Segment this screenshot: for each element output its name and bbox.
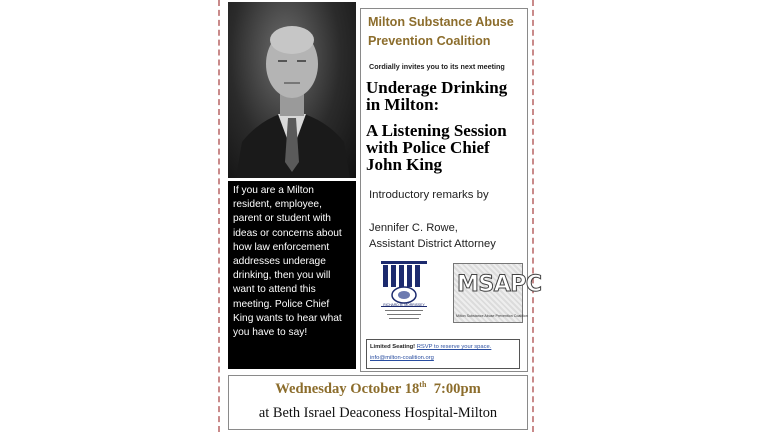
callout-line: drinking, then you will bbox=[233, 270, 331, 282]
callout-line: want to attend this bbox=[233, 284, 316, 296]
event-date-suffix: th bbox=[419, 380, 427, 389]
org-name-line: Milton Substance Abuse bbox=[368, 15, 514, 29]
rsvp-link[interactable]: RSVP to reserve your space. bbox=[416, 344, 492, 350]
callout-line: King wants to hear what bbox=[233, 312, 342, 324]
headline-line: Underage Drinking bbox=[366, 78, 508, 97]
headline-line: with Police Chief bbox=[366, 138, 490, 157]
rsvp-email-line bbox=[370, 353, 516, 364]
event-headline bbox=[366, 79, 507, 173]
intro-text: Introductory remarks by bbox=[369, 189, 489, 201]
callout-line: ideas or concerns about bbox=[233, 227, 342, 239]
invite-text: Cordially invites you to its next meeting bbox=[369, 62, 505, 71]
info-panel bbox=[360, 8, 542, 372]
event-location: at Beth Israel Deaconess Hospital-Milton bbox=[258, 405, 498, 421]
callout-line: how law enforcement bbox=[233, 241, 330, 253]
organization-name bbox=[368, 13, 514, 51]
callout-line: parent or student with bbox=[233, 213, 331, 225]
speaker-photo bbox=[228, 2, 356, 178]
org-name-line: Prevention Coalition bbox=[368, 34, 491, 48]
speaker-name: Jennifer C. Rowe, bbox=[369, 222, 458, 234]
event-day-date: Wednesday October 18 bbox=[275, 381, 420, 397]
callout-line: addresses underage bbox=[233, 256, 326, 268]
event-details-box bbox=[228, 375, 528, 430]
rsvp-email-link[interactable]: info@milton-coalition.org bbox=[370, 355, 434, 361]
headline-line: in Milton: bbox=[366, 95, 440, 114]
rsvp-box bbox=[366, 339, 520, 369]
district-attorney-logo bbox=[377, 259, 431, 323]
rsvp-line bbox=[370, 342, 516, 353]
msapc-caption: Milton Substance Abuse Prevention Coalition bbox=[456, 314, 528, 318]
callout-line: meeting. Police Chief bbox=[233, 298, 330, 310]
headline-line: A Listening Session bbox=[366, 121, 507, 140]
msapc-mark: MSAPC bbox=[457, 272, 542, 297]
event-time: 7:00pm bbox=[433, 381, 481, 397]
msapc-logo bbox=[453, 263, 542, 323]
callout-line: resident, employee, bbox=[233, 199, 322, 211]
event-flyer bbox=[218, 0, 542, 432]
callout-line: If you are a Milton bbox=[233, 185, 314, 196]
limited-seating-label: Limited Seating! bbox=[370, 344, 416, 350]
headline-line: John King bbox=[366, 155, 443, 174]
logo-caption: RICHARD M. MORRISSEY bbox=[383, 303, 425, 307]
event-date-time bbox=[229, 380, 527, 398]
callout-line: you have to say! bbox=[233, 327, 308, 339]
callout-box bbox=[228, 181, 356, 369]
speaker-title: Assistant District Attorney bbox=[369, 238, 496, 250]
speaker-credit bbox=[369, 220, 496, 252]
